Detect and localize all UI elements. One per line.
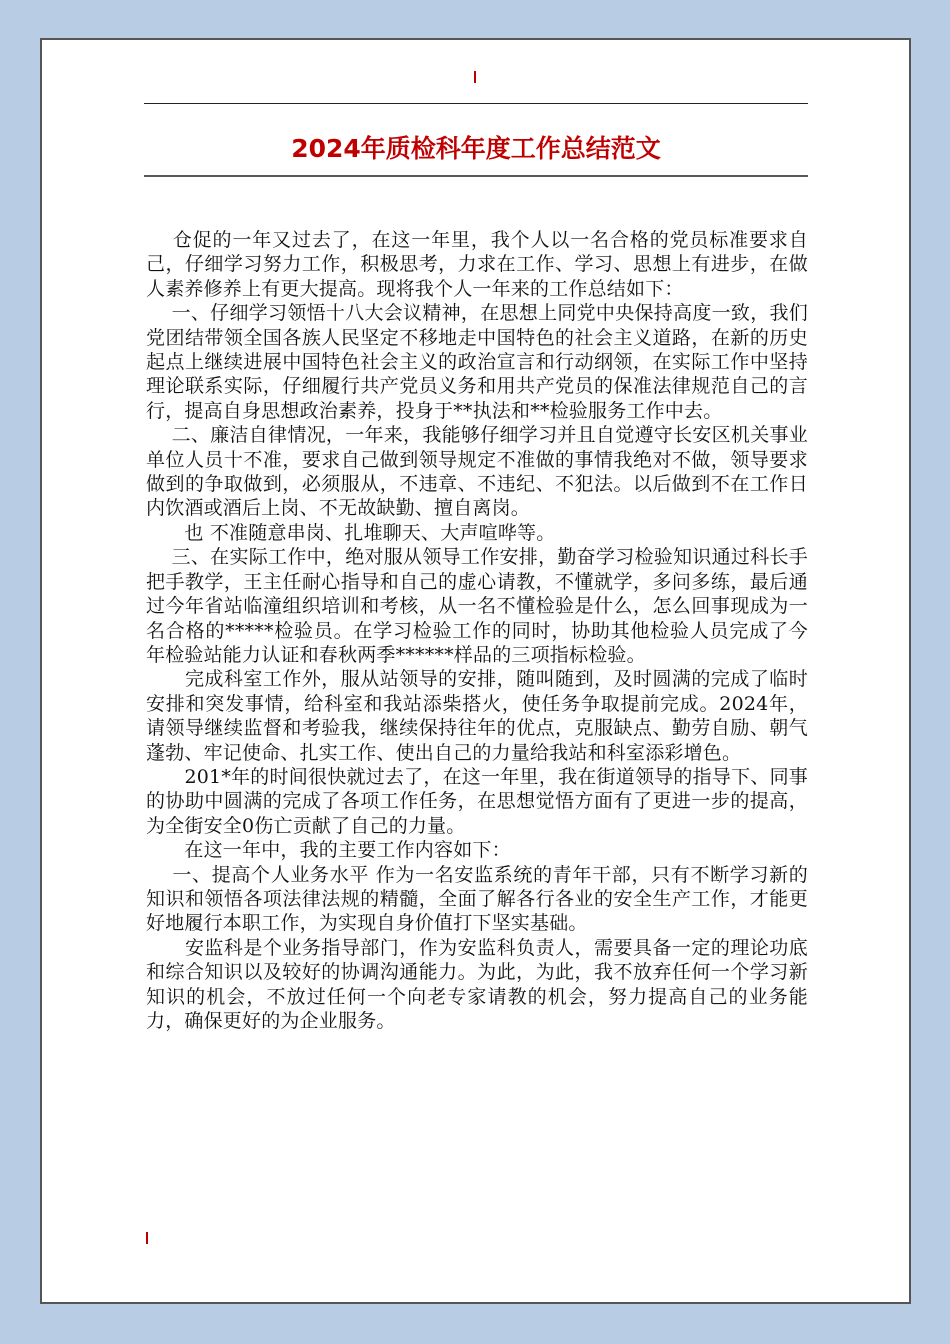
title-underline: [144, 175, 808, 177]
header-rule: [144, 103, 808, 104]
document-body: [146, 228, 808, 1033]
body-paragraph: 仓促的一年又过去了，在这一年里，我个人以一名合格的党员标准要求自己，仔细学习努力工作，积极思考，力求在工作、学习、思想上有进步，在做人素养修养上有更大提高。现将我个人一年来的工作总结如下：: [146, 229, 808, 300]
document-page: [40, 38, 911, 1304]
header-margin-mark: [474, 71, 476, 83]
body-paragraph: 在这一年中，我的主要工作内容如下：: [146, 839, 511, 862]
body-paragraph: 201*年的时间很快就过去了，在这一年里，我在街道领导的指导下、同事的协助中圆满的完成了各项工作任务，在思想觉悟方面有了更进一步的提高，为全街安全0伤亡贡献了自己的力量。: [146, 765, 808, 837]
body-paragraph: 一、提高个人业务水平 作为一名安监系统的青年干部，只有不断学习新的知识和领悟各项法律法规的精髓，全面了解各行各业的安全生产工作，才能更好地履行本职工作，为实现自身价值打下坚实基础。: [146, 863, 808, 935]
body-paragraph: 二、廉洁自律情况，一年来，我能够仔细学习并且自觉遵守长安区机关事业单位人员十不准，要求自己做到领导规定不准做的事情我绝对不做，领导要求做到的争取做到，必须服从，不违章、不违纪、不犯法。以后做到不在工作日内饮酒或酒后上岗、不无故缺勤、擅自离岗。: [146, 424, 808, 520]
body-paragraph: 安监科是个业务指导部门，作为安监科负责人，需要具备一定的理论功底和综合知识以及较好的协调沟通能力。为此，为此，我不放弃任何一个学习新知识的机会，不放过任何一个向老专家请教的机会，努力提高自己的业务能力，确保更好的为企业服务。: [146, 936, 808, 1032]
footer-margin-mark: [146, 1232, 148, 1244]
body-paragraph: 一、仔细学习领悟十八大会议精神，在思想上同党中央保持高度一致，我们党团结带领全国各族人民坚定不移地走中国特色的社会主义道路，在新的历史起点上继续进展中国特色社会主义的政治宣言和行动纲领，在实际工作中坚持理论联系实际，仔细履行共产党员义务和用共产党员的保准法律规范自己的言行，提高自身思想政治素养，投身于**执法和**检验服务工作中去。: [146, 302, 808, 422]
document-title: 2024年质检科年度工作总结范文: [291, 134, 661, 163]
body-paragraph: 也 不准随意串岗、扎堆聊天、大声喧哗等。: [146, 521, 556, 544]
body-paragraph: 三、在实际工作中，绝对服从领导工作安排，勤奋学习检验知识通过科长手把手教学，王主任耐心指导和自己的虚心请教，不懂就学，多问多练，最后通过今年省站临潼组织培训和考核，从一名不懂检验是什么，怎么回事现成为一名合格的*****检验员。在学习检验工作的同时，协助其他检验人员完成了今年检验站能力认证和春秋两季******样品的三项指标检验。: [146, 546, 808, 666]
body-paragraph: 完成科室工作外，服从站领导的安排，随叫随到，及时圆满的完成了临时安排和突发事情，给科室和我站添柴搭火，使任务争取提前完成。2024年，请领导继续监督和考验我，继续保持往年的优点，克服缺点、勤劳自励、朝气蓬勃、牢记使命、扎实工作、使出自己的力量给我站和科室添彩增色。: [146, 668, 808, 764]
